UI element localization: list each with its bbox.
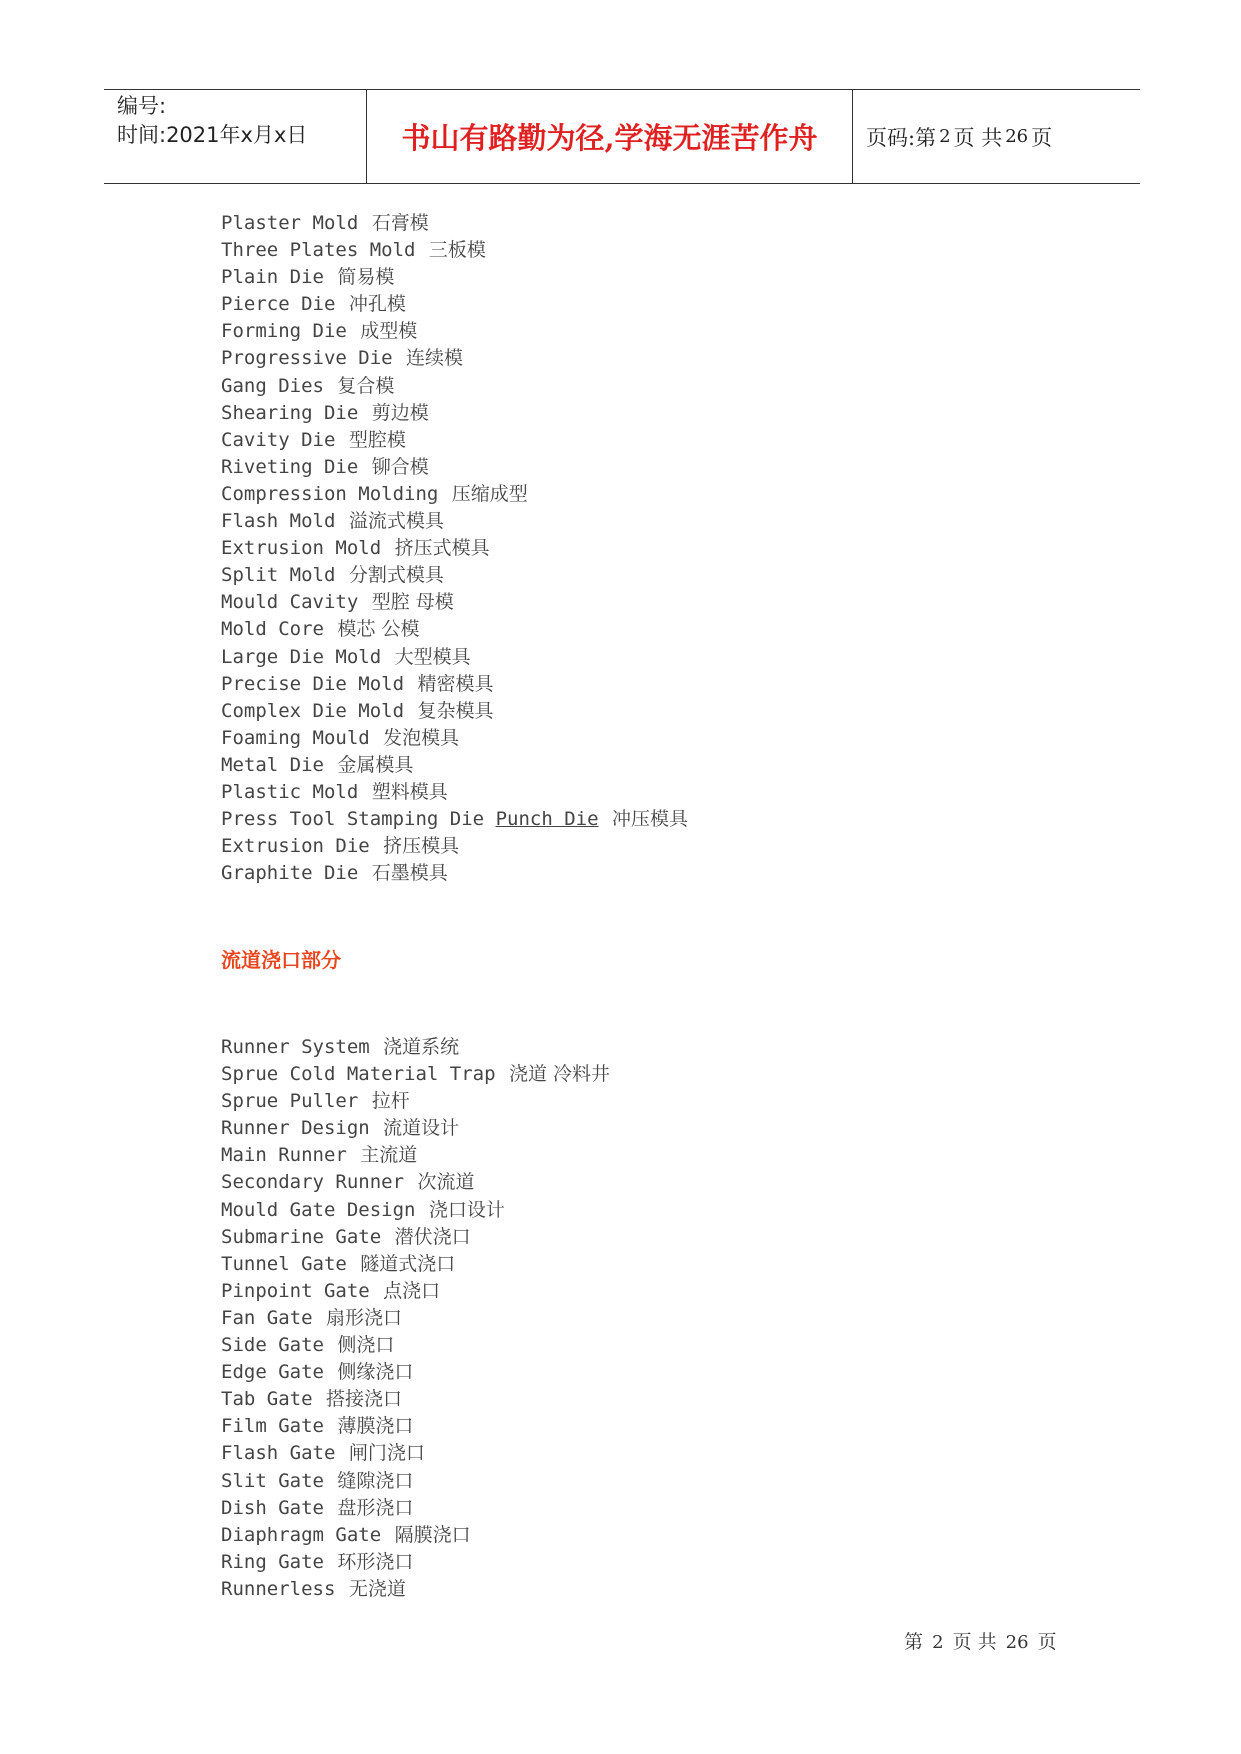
term-row — [221, 1251, 610, 1278]
term-english: Slit Gate — [221, 1469, 324, 1492]
term-chinese: 盘形浇口 — [337, 1496, 414, 1519]
term-english: Ring Gate — [221, 1550, 324, 1573]
term-chinese: 环形浇口 — [337, 1550, 414, 1573]
term-row — [221, 1169, 610, 1196]
term-chinese: 隔膜浇口 — [394, 1523, 471, 1546]
term-row — [221, 698, 688, 725]
term-english: Pierce Die — [221, 293, 336, 316]
term-english: Shearing Die — [221, 401, 359, 424]
header-page-prefix: 页码:第 — [866, 125, 937, 150]
term-chinese: 型腔 母模 — [371, 591, 454, 614]
term-row — [221, 752, 688, 779]
term-english: Edge Gate — [221, 1361, 324, 1384]
term-chinese: 溢流式模具 — [348, 510, 444, 533]
term-row — [221, 508, 688, 535]
term-english: Split Mold — [221, 564, 336, 587]
term-chinese: 铆合模 — [371, 455, 429, 478]
term-row — [221, 725, 688, 752]
term-chinese: 型腔模 — [348, 428, 406, 451]
term-english: Foaming Mould — [221, 726, 370, 749]
term-chinese: 挤压模具 — [383, 835, 460, 858]
footer-mid: 页 共 — [952, 1631, 997, 1653]
term-chinese: 点浇口 — [383, 1279, 441, 1302]
term-english: Cavity Die — [221, 428, 336, 451]
term-english: Three Plates Mold — [221, 239, 416, 262]
term-english: Progressive Die — [221, 347, 393, 370]
term-row — [221, 1522, 610, 1549]
term-chinese: 简易模 — [337, 266, 395, 289]
term-chinese: 搭接浇口 — [325, 1388, 402, 1411]
term-link[interactable]: Punch Die — [495, 808, 599, 831]
term-row — [221, 1576, 610, 1603]
term-chinese: 侧缘浇口 — [337, 1361, 414, 1384]
term-chinese: 石膏模 — [371, 212, 429, 234]
term-row — [221, 1305, 610, 1332]
term-chinese: 复合模 — [337, 374, 395, 397]
term-chinese: 扇形浇口 — [325, 1306, 402, 1329]
header-page-suffix: 页 — [1031, 125, 1053, 150]
term-chinese: 金属模具 — [337, 753, 414, 776]
term-row — [221, 1440, 610, 1467]
term-english: Secondary Runner — [221, 1171, 405, 1194]
term-row — [221, 454, 688, 481]
term-chinese: 成型模 — [360, 320, 418, 343]
footer-prefix: 第 — [904, 1631, 924, 1653]
term-row — [221, 427, 688, 454]
term-chinese: 侧浇口 — [337, 1334, 395, 1357]
term-english: Plastic Mold — [221, 780, 359, 803]
term-row — [221, 562, 688, 589]
term-english: Extrusion Die — [221, 835, 370, 858]
term-row — [221, 1386, 610, 1413]
term-english: Graphite Die — [221, 862, 359, 885]
term-chinese: 挤压式模具 — [394, 537, 490, 560]
term-english: Press Tool Stamping Die — [221, 808, 485, 831]
term-english: Large Die Mold — [221, 645, 382, 668]
term-english: Sprue Cold Material Trap — [221, 1063, 496, 1086]
term-chinese: 薄膜浇口 — [337, 1415, 414, 1438]
term-row — [221, 671, 688, 698]
term-row — [221, 373, 688, 400]
header-info-cell — [104, 90, 366, 183]
term-english: Forming Die — [221, 320, 347, 343]
term-chinese: 主流道 — [360, 1144, 418, 1167]
term-english: Fan Gate — [221, 1306, 313, 1329]
term-row — [221, 1495, 610, 1522]
term-english: Sprue Puller — [221, 1090, 359, 1113]
term-row — [221, 1061, 610, 1088]
term-chinese: 次流道 — [417, 1171, 475, 1194]
runner-gate-terms-list — [221, 1034, 610, 1603]
term-row — [221, 833, 688, 860]
term-row — [221, 291, 688, 318]
term-chinese: 流道设计 — [383, 1117, 460, 1140]
term-english: Runner Design — [221, 1117, 370, 1140]
term-row — [221, 1468, 610, 1495]
term-chinese: 剪边模 — [371, 401, 429, 424]
term-chinese: 复杂模具 — [417, 699, 494, 722]
term-chinese: 缝隙浇口 — [337, 1469, 414, 1492]
term-english: Riveting Die — [221, 455, 359, 478]
term-chinese: 浇道 冷料井 — [509, 1063, 611, 1086]
term-chinese: 闸门浇口 — [348, 1442, 425, 1465]
term-english: Side Gate — [221, 1334, 324, 1357]
term-row — [221, 616, 688, 643]
term-chinese: 压缩成型 — [451, 482, 528, 505]
term-chinese: 冲孔模 — [348, 293, 406, 316]
term-row — [221, 1224, 610, 1251]
term-english: Flash Gate — [221, 1442, 336, 1465]
term-english: Flash Mold — [221, 510, 336, 533]
term-english: Tunnel Gate — [221, 1252, 347, 1275]
term-english: Extrusion Mold — [221, 537, 382, 560]
term-chinese: 发泡模具 — [383, 726, 460, 749]
term-row — [221, 1197, 610, 1224]
term-row — [221, 535, 688, 562]
term-row — [221, 1034, 610, 1061]
term-row — [221, 1142, 610, 1169]
page-footer — [904, 1627, 1057, 1654]
term-english: Submarine Gate — [221, 1225, 382, 1248]
term-english: Pinpoint Gate — [221, 1279, 370, 1302]
term-row — [221, 1278, 610, 1305]
term-row — [221, 1359, 610, 1386]
header-page-total: 26 — [1005, 126, 1029, 147]
term-english: Tab Gate — [221, 1388, 313, 1411]
term-chinese: 石墨模具 — [371, 862, 448, 885]
term-chinese: 模芯 公模 — [337, 618, 420, 641]
term-row — [221, 860, 688, 887]
term-chinese: 大型模具 — [394, 645, 471, 668]
term-row — [221, 644, 688, 671]
term-english: Metal Die — [221, 753, 324, 776]
footer-page-number: 2 — [932, 1632, 944, 1653]
term-chinese: 分割式模具 — [348, 564, 444, 587]
document-time-label: 时间:2021年x月x日 — [117, 123, 308, 147]
header-page-info — [853, 90, 1140, 183]
term-row — [221, 345, 688, 372]
term-row — [221, 1549, 610, 1576]
term-row — [221, 210, 688, 237]
term-row — [221, 589, 688, 616]
term-english: Diaphragm Gate — [221, 1523, 382, 1546]
term-english: Mould Gate Design — [221, 1198, 416, 1221]
term-english: Runnerless — [221, 1577, 336, 1600]
term-english: Runner System — [221, 1036, 370, 1058]
term-english: Compression Molding — [221, 482, 439, 505]
term-chinese: 拉杆 — [371, 1090, 410, 1113]
document-number-label: 编号: — [117, 94, 167, 118]
term-chinese: 连续模 — [406, 347, 464, 370]
footer-page-total: 26 — [1005, 1632, 1029, 1653]
term-english: Main Runner — [221, 1144, 347, 1167]
header-page-number: 2 — [939, 126, 951, 147]
page-header — [104, 89, 1140, 184]
footer-suffix: 页 — [1037, 1631, 1057, 1653]
header-page-mid: 页 共 — [953, 125, 1003, 150]
term-chinese: 浇道系统 — [383, 1036, 460, 1058]
term-row — [221, 481, 688, 508]
term-english: Plaster Mold — [221, 212, 359, 234]
term-chinese: 精密模具 — [417, 672, 494, 695]
header-motto: 书山有路勤为径,学海无涯苦作舟 — [366, 90, 853, 183]
term-english: Plain Die — [221, 266, 324, 289]
term-row — [221, 806, 688, 833]
term-english: Mold Core — [221, 618, 324, 641]
term-row — [221, 318, 688, 345]
term-english: Precise Die Mold — [221, 672, 405, 695]
term-chinese: 浇口设计 — [428, 1198, 505, 1221]
term-row — [221, 1413, 610, 1440]
term-english: Film Gate — [221, 1415, 324, 1438]
term-chinese: 冲压模具 — [611, 808, 688, 831]
term-row — [221, 1088, 610, 1115]
term-row — [221, 237, 688, 264]
term-row — [221, 400, 688, 427]
term-chinese: 三板模 — [428, 239, 486, 262]
term-english: Complex Die Mold — [221, 699, 405, 722]
term-english: Gang Dies — [221, 374, 324, 397]
section-title-runner-gate: 流道浇口部分 — [221, 948, 341, 972]
term-chinese: 隧道式浇口 — [360, 1252, 456, 1275]
term-chinese: 无浇道 — [348, 1577, 406, 1600]
term-row — [221, 264, 688, 291]
mold-terms-list — [221, 210, 688, 887]
term-english: Mould Cavity — [221, 591, 359, 614]
term-chinese: 潜伏浇口 — [394, 1225, 471, 1248]
term-english: Dish Gate — [221, 1496, 324, 1519]
term-row — [221, 1332, 610, 1359]
term-chinese: 塑料模具 — [371, 780, 448, 803]
term-row — [221, 779, 688, 806]
term-row — [221, 1115, 610, 1142]
